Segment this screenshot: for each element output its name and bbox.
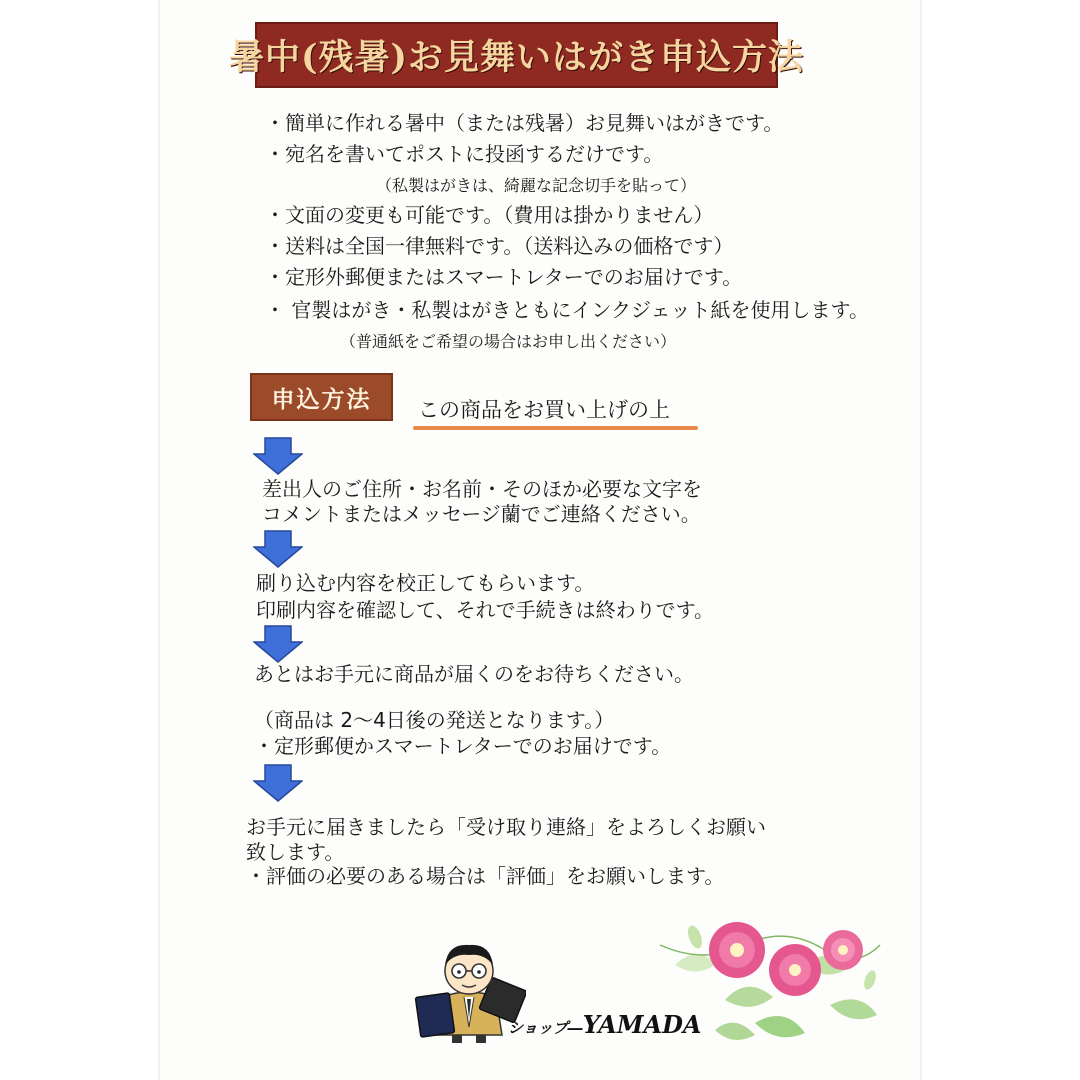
- intro-line: ・宛名を書いてポストに投函するだけです。: [265, 142, 664, 166]
- down-arrow-icon: [253, 763, 303, 803]
- intro-note: （私製はがきは、綺麗な記念切手を貼って）: [376, 176, 697, 195]
- intro-line: ・文面の変更も可能です。（費用は掛かりません）: [265, 203, 714, 227]
- intro-line: ・定形外郵便またはスマートレターでのお届けです。: [265, 265, 743, 289]
- step-line: ・評価の必要のある場合は「評価」をお願いします。: [246, 864, 725, 888]
- step-line: あとはお手元に商品が届くのをお待ちください。: [254, 662, 694, 686]
- section-subhead: この商品をお買い上げの上: [418, 398, 670, 422]
- down-arrow-icon: [253, 529, 303, 569]
- intro-line: ・簡単に作れる暑中（または残暑）お見舞いはがきです。: [265, 111, 784, 135]
- step-line: 印刷内容を確認して、それで手続きは終わりです。: [256, 598, 714, 622]
- title-banner: [228, 22, 805, 88]
- section-badge-label: 申込方法: [271, 386, 372, 413]
- step-line: 致します。: [246, 840, 345, 864]
- subhead-underline: [413, 426, 698, 430]
- shop-name-main: YAMADA: [582, 1010, 702, 1039]
- step-line: コメントまたはメッセージ蘭でご連絡ください。: [262, 502, 701, 526]
- intro-line: ・送料は全国一律無料です。（送料込みの価格です）: [265, 234, 734, 258]
- step-line: 差出人のご住所・お名前・そのほか必要な文字を: [262, 477, 702, 501]
- step-line: （商品は 2～4日後の発送となります。）: [254, 708, 615, 732]
- step-line: お手元に届きましたら「受け取り連絡」をよろしくお願い: [246, 815, 766, 839]
- step-line: 刷り込む内容を校正してもらいます。: [256, 571, 595, 595]
- intro-line: ・ 官製はがき・私製はがきともにインクジェット紙を使用します。: [265, 298, 869, 322]
- down-arrow-icon: [253, 436, 303, 476]
- down-arrow-icon: [253, 624, 303, 664]
- intro-note: （普通紙をご希望の場合はお申し出ください）: [340, 332, 677, 351]
- shop-name-prefix: ショップ―: [508, 1019, 583, 1037]
- step-line: ・定形郵便かスマートレターでのお届けです。: [254, 734, 672, 758]
- section-badge: [250, 373, 393, 421]
- morning-glory-illustration: [655, 905, 885, 1055]
- page-title: 暑中(残暑)お見舞いはがき申込方法: [228, 37, 805, 78]
